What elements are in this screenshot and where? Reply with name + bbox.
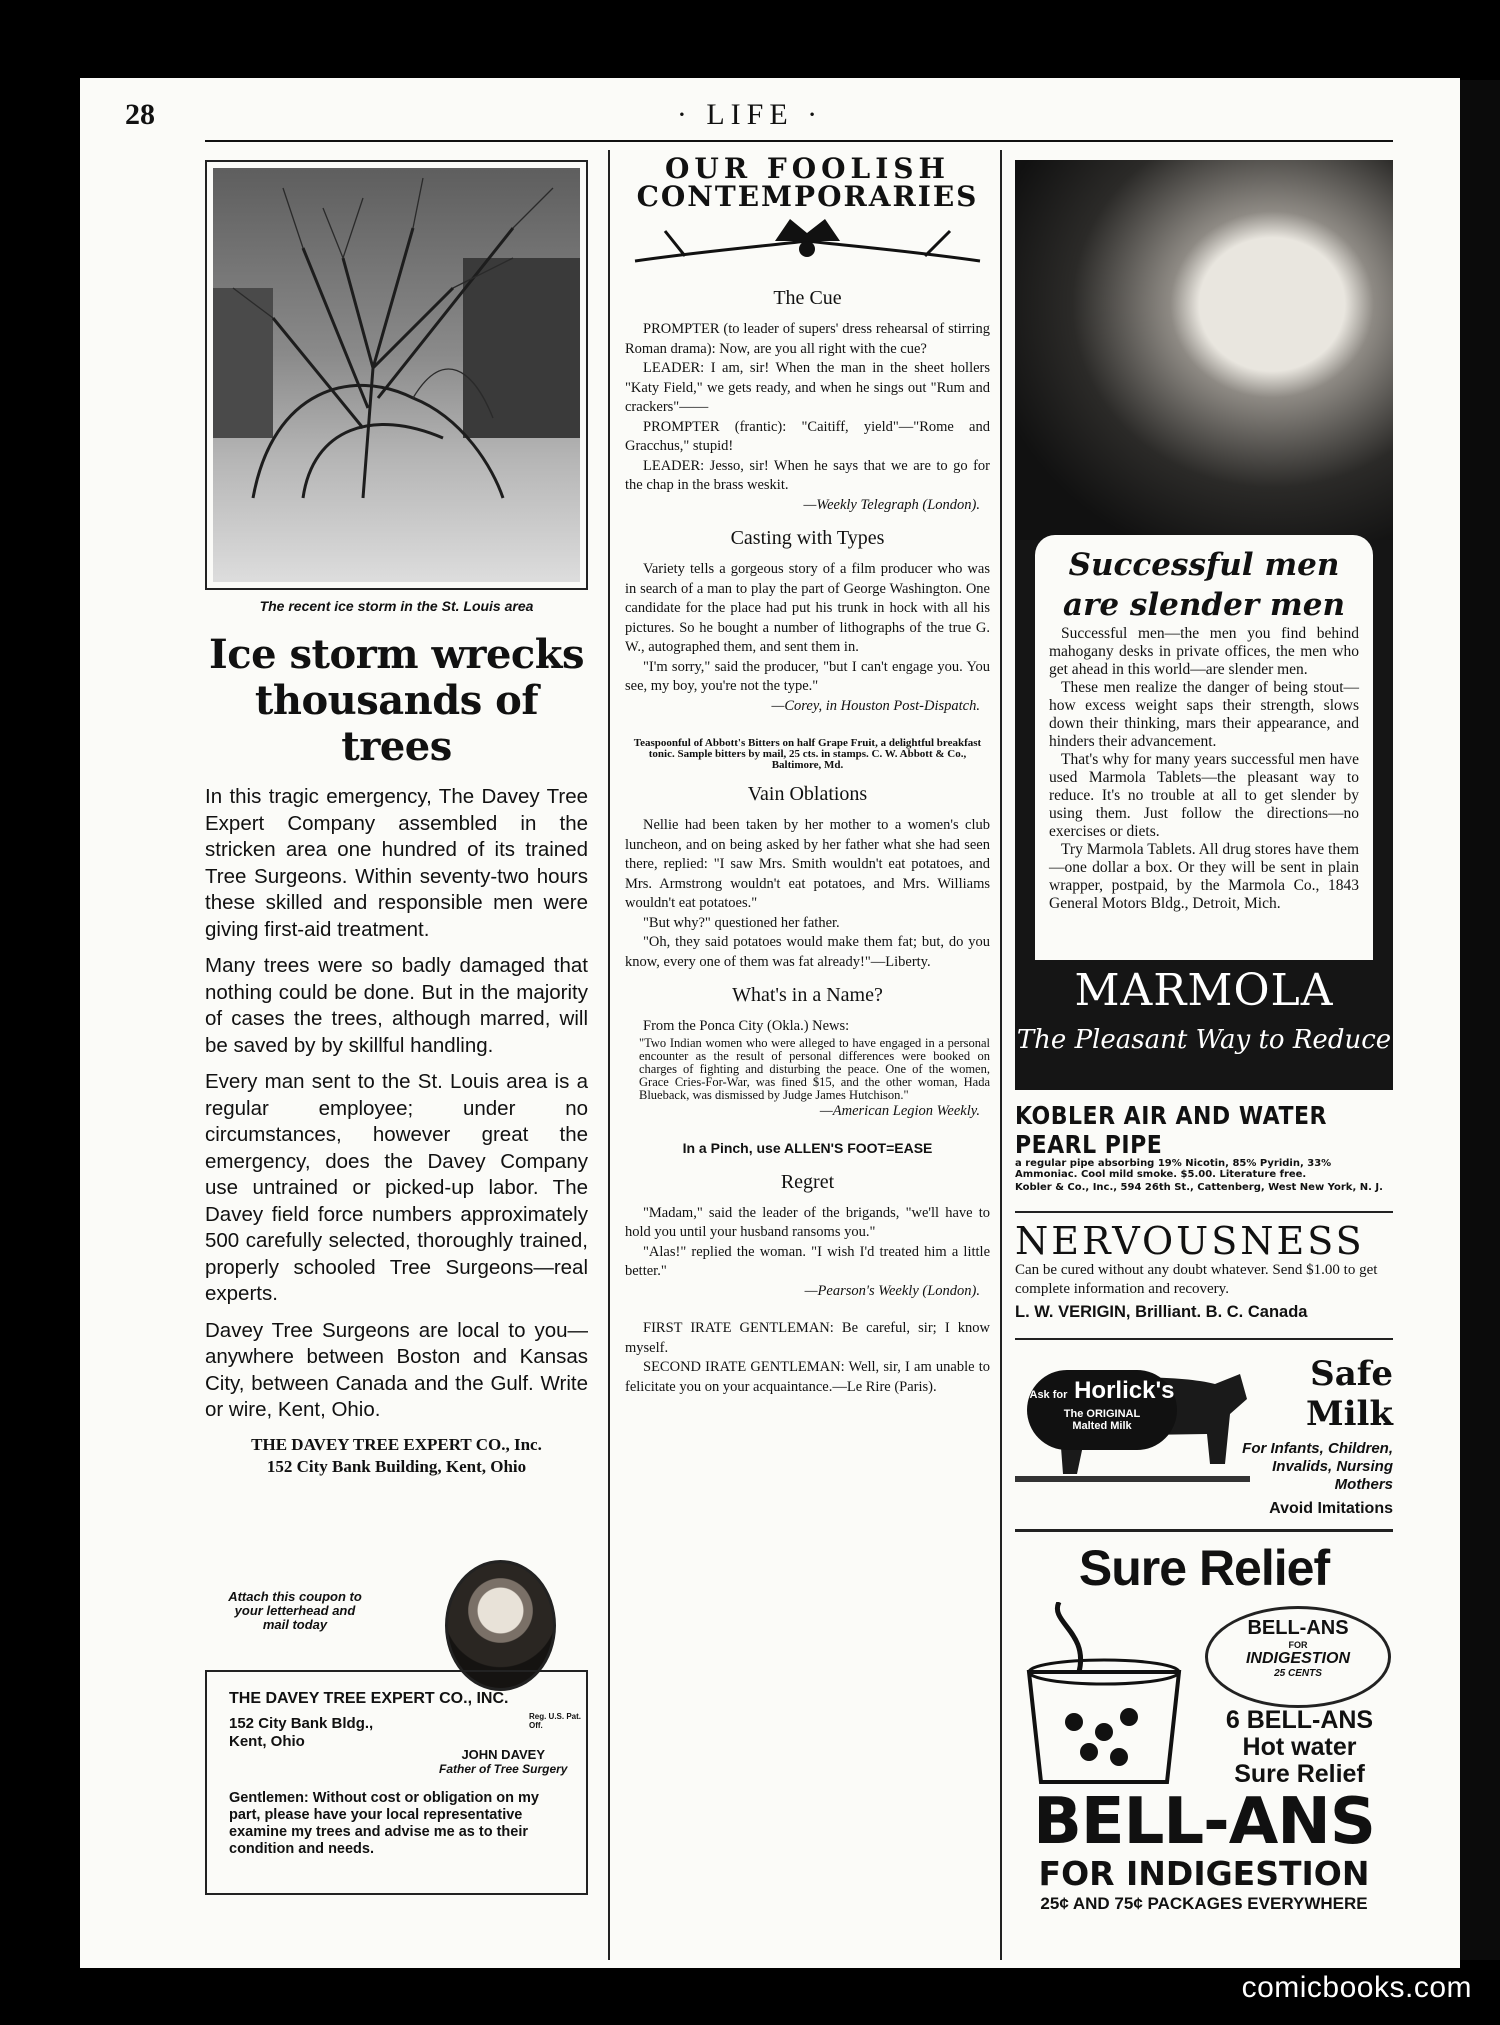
nervousness-ad (1015, 1211, 1393, 1322)
article-paragraph: "Alas!" replied the woman. "I wish I'd treated him a little better." (625, 1243, 990, 1279)
article-paragraph: PROMPTER (to leader of supers' dress rehearsal of stirring Roman drama): Now, are you all right with the cue? (625, 321, 990, 357)
portrait-title: Father of Tree Surgery (439, 1762, 568, 1776)
nervousness-address: L. W. VERIGIN, Brilliant. B. C. Canada (1015, 1303, 1308, 1321)
kobler-title: KOBLER AIR AND WATER PEARL PIPE (1015, 1102, 1327, 1160)
ice-storm-photo (205, 160, 588, 590)
masthead-line-1: OUR FOOLISH (665, 152, 950, 185)
article-source: —Pearson's Weekly (London). (804, 1282, 980, 1299)
contemporaries-column (625, 152, 990, 1397)
allens-foot-ease-ad: In a Pinch, use ALLEN'S FOOT=EASE (682, 1140, 933, 1156)
safe-milk: Safe Milk (1305, 1354, 1393, 1434)
davey-company-address: 152 City Bank Building, Kent, Ohio (266, 1456, 527, 1476)
magazine-title: · LIFE · (676, 98, 824, 131)
article-paragraph: LEADER: Jesso, sir! When he says that we are to go for the chap in the brass weskit. (625, 457, 990, 493)
watermark: comicbooks.com (1241, 1971, 1472, 2004)
article-paragraph: PROMPTER (frantic): "Caitiff, yield"—"Rome and Gracchus," stupid! (625, 418, 990, 454)
coupon-address-1: 152 City Bank Bldg., (229, 1715, 374, 1732)
davey-paragraph: Every man sent to the St. Louis area is a regular employee; under no circumstances, however great the emergency, does the Davey Company use untrained or picked-up labor. The Davey field force numbers approximately 500 carefully selected, thoroughly trained, properly schooled Tree Surgeons—real experts. (205, 1070, 588, 1305)
article-source: —American Legion Weekly. (819, 1102, 980, 1119)
marmola-paragraph: That's why for many years successful men have used Marmola Tablets—the pleasant way to reduce. It's no trouble at all to get slender by using them. Just follow the directions—no exercises or diets. (1049, 751, 1359, 840)
davey-paragraph: Many trees were so badly damaged that nothing could be done. But in the majority of cases the trees, although marred, will be saved by by skillful handling. (205, 954, 588, 1057)
davey-company-name: THE DAVEY TREE EXPERT CO., Inc. (251, 1434, 542, 1454)
bellans-package (1205, 1606, 1391, 1708)
box-price: 25 CENTS (1274, 1668, 1322, 1679)
article-title: Casting with Types (730, 527, 885, 549)
box-for: FOR (1288, 1640, 1308, 1650)
marmola-copy (1035, 535, 1373, 960)
photo-caption: The recent ice storm in the St. Louis area (259, 598, 534, 614)
box-brand: BELL-ANS (1247, 1617, 1349, 1639)
article-source: —Weekly Telegraph (London). (803, 496, 980, 513)
column-divider-1 (608, 150, 610, 1960)
davey-headline: Ice storm wrecks thousands of trees (209, 631, 584, 770)
page-number: 28 (125, 98, 155, 131)
ads-column (1015, 160, 1393, 1928)
scan-edge (1460, 80, 1500, 1960)
marmola-brand: MARMOLA (1074, 965, 1334, 1016)
reg-mark: Reg. U.S. Pat. Off. (529, 1712, 582, 1730)
kobler-line-1: a regular pipe absorbing 19% Nicotin, 85% Pyridin, 33% Ammoniac. Cool mild smoke. $5.00. Literature free. (1015, 1158, 1332, 1180)
bellans-for-indigestion: FOR INDIGESTION (1038, 1854, 1370, 1893)
article-paragraph: LEADER: I am, sir! When the man in the sheet hollers "Katy Field," we gets ready, and when he sings out "Rum and crackers"—— (625, 360, 990, 415)
masthead-line-2: CONTEMPORARIES (636, 180, 979, 213)
coupon-body: Gentlemen: Without cost or obligation on my part, please have your local representative examine my trees and advise me as to their condition and needs. (229, 1790, 540, 1857)
kobler-ad (1015, 1102, 1393, 1193)
nervousness-title: NERVOUSNESS (1015, 1219, 1365, 1263)
coupon-address-2: Kent, Ohio (229, 1733, 305, 1750)
davey-coupon[interactable] (205, 1670, 588, 1895)
article-source: —Corey, in Houston Post-Dispatch. (771, 697, 980, 714)
article-quote: "Two Indian women who were alleged to have engaged in a personal encounter as the result of personal differences were booked on charges of fighting and disturbing the peace. One of the women, Grace Cries-For-War, was fined $15, and the other woman, Hada Blueback, was dismissed by Judge James Hutchison." (639, 1035, 990, 1102)
bellans-ad (1015, 1529, 1393, 1928)
article-paragraph: Nellie had been taken by her mother to a women's club luncheon, and on being asked by her father what she had seen there, replied: "I saw Mrs. Smith wouldn't eat potatoes, and Mrs. Armstrong wouldn't eat potatoes, and Mrs. Williams wouldn't eat potatoes." (625, 817, 990, 911)
glass-illustration (1019, 1602, 1189, 1792)
horlicks-for: For Infants, Children, Invalids, Nursing Mothers (1242, 1440, 1393, 1493)
davey-ad (205, 160, 588, 1857)
horlicks-ask: Ask for (1029, 1389, 1068, 1401)
marmola-headline: Successful men are slender men (1062, 547, 1345, 623)
article-paragraph: From the Ponca City (Okla.) News: (643, 1018, 850, 1034)
bellans-packages: 25¢ AND 75¢ PACKAGES EVERYWHERE (1040, 1894, 1368, 1913)
article-title: What's in a Name? (732, 984, 883, 1006)
article-paragraph: Variety tells a gorgeous story of a film producer who was in search of a man to play the part of George Washington. One candidate for the place had put his trunk in hock with all his pictures. So he bought a number of lithographs of the true G. W., autographed them, and sent them in. (625, 561, 990, 655)
marmola-ad (1015, 160, 1393, 1090)
marmola-paragraph: These men realize the danger of being stout—how excess weight saps their strength, slows down their thinking, mars their appearance, and hinders their advancement. (1049, 679, 1359, 750)
marmola-paragraph: Try Marmola Tablets. All drug stores have them—one dollar a box. Or they will be sent in plain wrapper, postpaid, by the Marmola Co., 1843 General Motors Bldg., Detroit, Mich. (1049, 841, 1359, 912)
closing-line: FIRST IRATE GENTLEMAN: Be careful, sir; I know myself. (625, 1320, 990, 1356)
header-rule (205, 140, 1393, 142)
bellans-six: 6 BELL-ANS Hot water Sure Relief (1225, 1706, 1374, 1788)
article-paragraph: "Oh, they said potatoes would make them fat; but, do you know, every one of them was fat already!"—Liberty. (625, 934, 990, 970)
portrait-caption (439, 1748, 567, 1776)
marmola-paragraph: Successful men—the men you find behind mahogany desks in private offices, the men who get ahead in this world—are slender men. (1049, 625, 1359, 678)
box-indigestion: INDIGESTION (1245, 1650, 1350, 1667)
kobler-line-2: Kobler & Co., Inc., 594 26th St., Cattenberg, West New York, N. J. (1015, 1182, 1383, 1193)
marmola-photo (1015, 160, 1393, 540)
article-title: The Cue (773, 287, 842, 309)
horlicks-avoid: Avoid Imitations (1269, 1500, 1393, 1517)
jester-illustration (625, 211, 990, 271)
article-paragraph: "Madam," said the leader of the brigands, "we'll have to hold you until your husband ransoms you." (625, 1204, 990, 1240)
davey-paragraph: In this tragic emergency, The Davey Tree Expert Company assembled in the stricken area one hundred of its trained Tree Surgeons. Within seventy-two hours these skilled and responsible men were giving first-aid treatment. (205, 785, 588, 941)
davey-paragraph: Davey Tree Surgeons are local to you—anywhere between Boston and Kansas City, between Canada and the Gulf. Write or wire, Kent, Ohio. (205, 1318, 588, 1421)
marmola-slogan: The Pleasant Way to Reduce (1016, 1025, 1392, 1055)
bellans-headline: Sure Relief (1078, 1540, 1330, 1596)
nervousness-text: Can be cured without any doubt whatever. Send $1.00 to get complete information and recovery. (1015, 1262, 1378, 1297)
bellans-brand: BELL-ANS (1033, 1785, 1375, 1859)
closing-line: SECOND IRATE GENTLEMAN: Well, sir, I am unable to felicitate you on your acquaintance.—Le Rire (Paris). (625, 1359, 990, 1395)
horlicks-ad (1015, 1338, 1393, 1515)
article-title: Regret (780, 1170, 835, 1193)
coupon-note: Attach this coupon to your letterhead and mail today (228, 1589, 362, 1632)
horlicks-sub-1: The ORIGINAL (1063, 1408, 1141, 1420)
abbott-ad: Teaspoonful of Abbott's Bitters on half Grape Fruit, a delightful breakfast tonic. Sample bitters by mail, 25 cts. in stamps. C. W. Abbott & Co., Baltimore, Md. (633, 737, 982, 771)
davey-body (205, 784, 588, 1424)
article-paragraph: "I'm sorry," said the producer, "but I can't engage you. You see, my boy, you're not the type." (625, 658, 990, 694)
horlicks-label (1027, 1370, 1177, 1450)
coupon-company: THE DAVEY TREE EXPERT CO., INC. (229, 1690, 509, 1707)
horlicks-sub-2: Malted Milk (1072, 1420, 1132, 1432)
article-paragraph: "But why?" questioned her father. (643, 914, 840, 931)
contemporaries-masthead (625, 152, 990, 275)
column-divider-2 (1000, 150, 1002, 1960)
portrait-name: JOHN DAVEY (461, 1747, 546, 1762)
article-title: Vain Oblations (747, 783, 868, 805)
horlicks-brand: Horlick's (1074, 1377, 1175, 1404)
